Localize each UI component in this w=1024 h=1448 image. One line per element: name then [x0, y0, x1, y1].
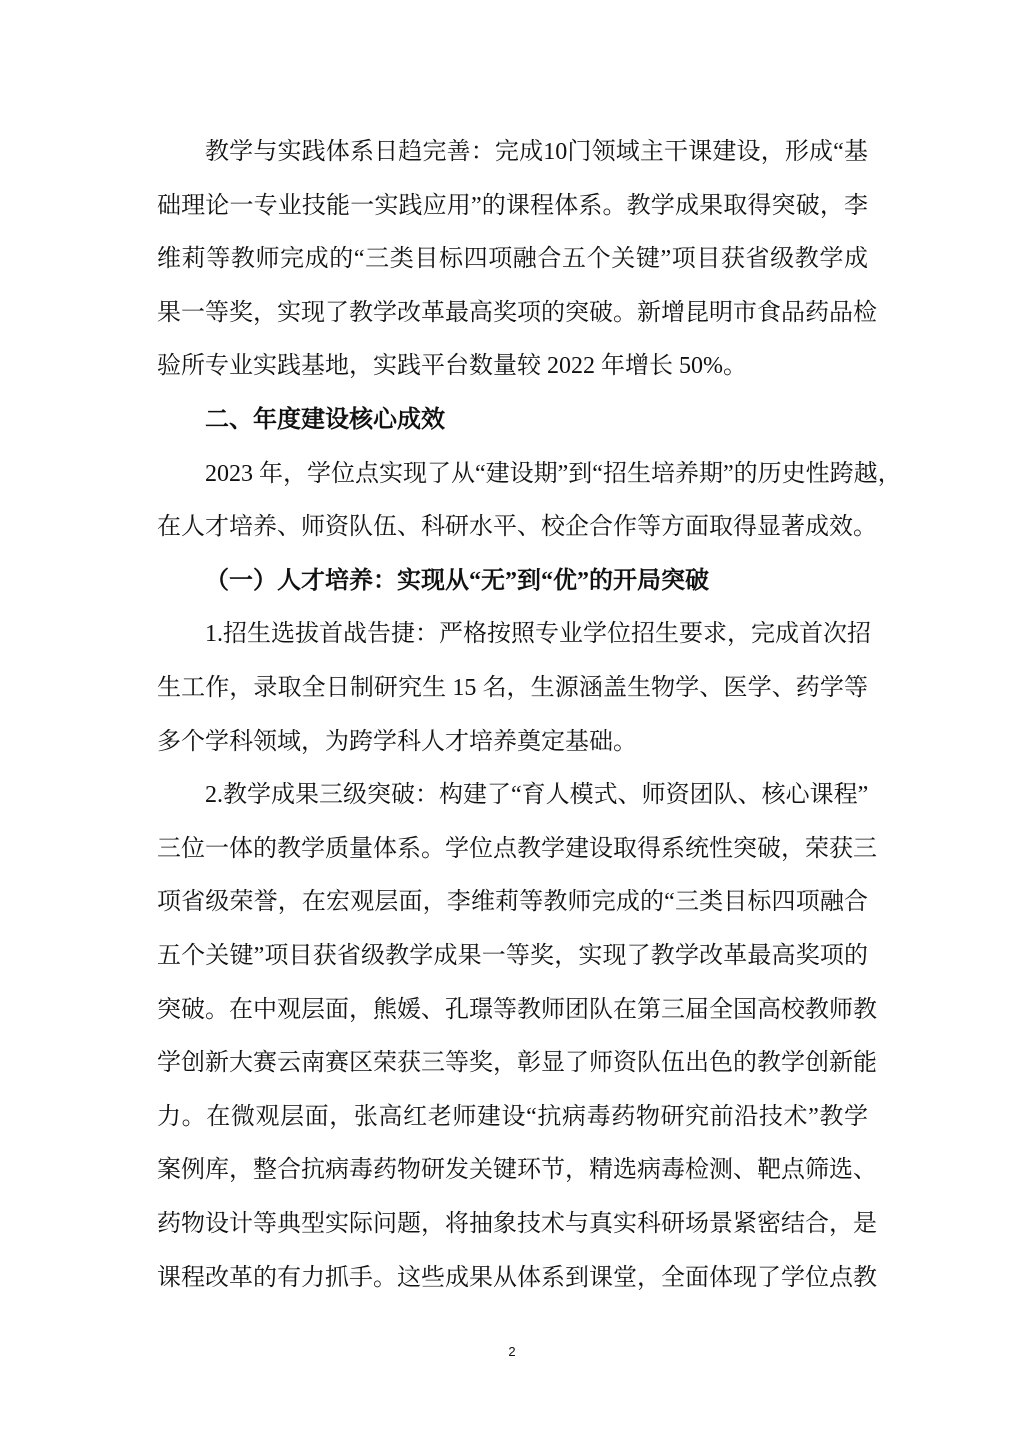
paragraph-line: 果一等奖，实现了教学改革最高奖项的突破。新增昆明市食品药品检 [157, 300, 877, 326]
paragraph-line: 多个学科领域，为跨学科人才培养奠定基础。 [157, 729, 637, 755]
paragraph-line: 五个关键”项目获省级教学成果一等奖，实现了教学改革最高奖项的 [157, 943, 868, 969]
paragraph-line: 三位一体的教学质量体系。学位点教学建设取得系统性突破，荣获三 [157, 836, 877, 862]
paragraph-line: 2023 年，学位点实现了从“建设期”到“招生培养期”的历史性跨越， [205, 461, 902, 487]
paragraph-line: 在人才培养、师资队伍、科研水平、校企合作等方面取得显著成效。 [157, 514, 877, 540]
paragraph-line: 1.招生选拔首战告捷：严格按照专业学位招生要求，完成首次招 [205, 621, 871, 647]
paragraph-line: 力。在微观层面，张高红老师建设“抗病毒药物研究前沿技术”教学 [157, 1104, 868, 1130]
paragraph-line: 药物设计等典型实际问题，将抽象技术与真实科研场景紧密结合，是 [157, 1211, 877, 1237]
paragraph-line: 2.教学成果三级突破：构建了“育人模式、师资团队、核心课程” [205, 782, 869, 808]
paragraph-line: 案例库，整合抗病毒药物研发关键环节，精选病毒检测、靶点筛选、 [157, 1157, 877, 1183]
paragraph-line: 学创新大赛云南赛区荣获三等奖，彰显了师资队伍出色的教学创新能 [157, 1050, 877, 1076]
section-heading: 二、年度建设核心成效 [205, 407, 445, 433]
paragraph-line: 项省级荣誉，在宏观层面，李维莉等教师完成的“三类目标四项融合 [157, 889, 868, 915]
section-heading: （一）人才培养：实现从“无”到“优”的开局突破 [205, 568, 709, 594]
paragraph-line: 课程改革的有力抓手。这些成果从体系到课堂，全面体现了学位点教 [157, 1265, 877, 1291]
paragraph-line: 验所专业实践基地，实践平台数量较 2022 年增长 50%。 [157, 353, 747, 379]
paragraph-line: 生工作，录取全日制研究生 15 名，生源涵盖生物学、医学、药学等 [157, 675, 868, 701]
paragraph-line: 维莉等教师完成的“三类目标四项融合五个关键”项目获省级教学成 [157, 246, 868, 272]
paragraph-line: 础理论一专业技能一实践应用”的课程体系。教学成果取得突破，李 [157, 193, 868, 219]
paragraph-line: 教学与实践体系日趋完善：完成10门领域主干课建设，形成“基 [205, 139, 868, 165]
page-number: 2 [508, 1344, 516, 1359]
paragraph-line: 突破。在中观层面，熊媛、孔璟等教师团队在第三届全国高校教师教 [157, 997, 877, 1023]
